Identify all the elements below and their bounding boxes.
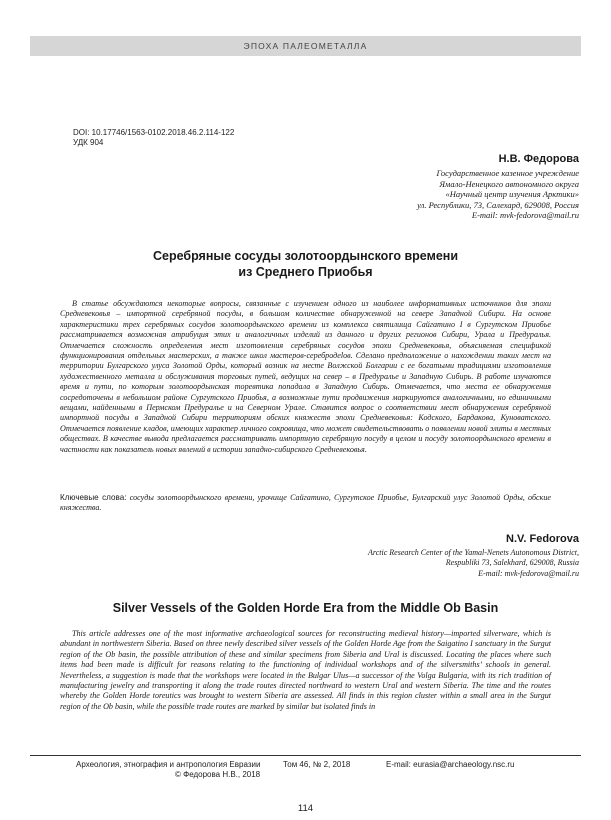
doi-text: DOI: 10.17746/1563-0102.2018.46.2.114-122 [73, 128, 235, 137]
author-block-ru [417, 152, 579, 221]
title-ru-line-2: из Среднего Приобья [238, 265, 373, 279]
author-name-ru: Н.В. Федорова [498, 153, 579, 165]
footer-divider [30, 755, 581, 756]
affiliation-line: Государственное казенное учреждение [436, 168, 579, 178]
abstract-en-text: This article addresses one of the most informative archaeological sources for reconstructing medieval history—imported silverware, which is abundant in northwestern Siberia. Based on three newly described silver vessels of the Golden Horde Age from the Saigatino I sanctuary in the Surgut region of the Ob basin, the possible attribution of these and similar specimens from Siberia and Ural is discussed. Locating the places where such items had been made is difficult for reasons relating to the functioning of individual workshops and of the silversmiths’ schools in general. Nevertheless, a suggestion is made that the workshops were located in the Bulgar Ulus—a successor of the Volga Bulgaria, with its rich tradition of manufacturing jewelry and transporting it along the trade routes directed northward to western Ural and western Siberia. The time and the routes whereby the Golden Horde toreutics was brought to western Siberia are assessed. All finds in this region cluster within a small area in the Surgut region of the Ob basin, while the possible trade routes are marked by similar but isolated finds in [60, 629, 551, 711]
abstract-ru-text: В статье обсуждаются некоторые вопросы, связанные с изучением одного из наиболее информативных источников для эпохи Средневековья – импортной серебряной посуды, в большом количестве обнаруженной на севере Западной Сибири. На основе характеристики трех серебряных сосудов золотоордынского времени из комплекса святилища Сайгатино I в Сургутском Приобье рассматривается возможная атрибуция этих и аналогичных изделий из данного и других регионов Сибири, Урала и Предуралья. Отмечается сложность определения мест изготовления серебряных сосудов эпохи Средневековья, объясняемая спецификой функционирования отдельных мастерских, а также школ мастеров-серебродelов. Сделано предположение о нахождении таких мест на территории Булгарского улуса Золотой Орды, который возник на месте Волжской Болгарии с ее богатыми традициями изготовления художественного металла и обслуживания торговых путей, ведущих на север – в Предуралье и Западную Сибирь. В работе изучаются время и пути, по которым золотоордынская торевтика попадала в Западную Сибирь. Отмечается, что места ее обнаружения сосредоточены в небольшом районе Сургутского Приобья, а возможные пути продвижения маркируются аналогичными, но единичными вещами, найденными в Пермском Предуралье и на Северном Урале. Ставится вопрос о соответствии мест обнаружения серебряной импортной посуды в Западной Сибири территориям обских княжеств эпохи Средневековья: Кодского, Бардакова, Куноватского. Отмечается появление кладов, имеющих характер личного сокровища, что может свидетельствовать о появлении новой элиты в местных обществах. В качестве вывода предлагается рассматривать импортную серебряную посуду в целом и посуду золотоордынского времени в частности как показатель новых явлений в истории западно-сибирского Средневековья. [60, 299, 551, 454]
page-footer [76, 760, 514, 780]
article-title-en: Silver Vessels of the Golden Horde Era from the Middle Ob Basin [112, 601, 499, 615]
copyright: © Федорова Н.В., 2018 [175, 770, 261, 779]
keywords-text: сосуды золотоордынского времени, урочище Сайгатино, Сургутское Приобье, Булгарский улус Золотой Орды, обские княжества. [60, 493, 551, 513]
affiliation-line: «Научный центр изучения Арктики» [445, 189, 579, 199]
affiliation-line: Ямало-Ненецкого автономного округа [439, 178, 579, 189]
author-name-en: N.V. Fedorova [506, 533, 579, 545]
keywords-ru [60, 493, 551, 514]
section-title: ЭПОХА ПАЛЕОМЕТАЛЛА [243, 41, 368, 51]
keywords-label: Ключевые слова: [60, 493, 127, 502]
author-email-ru: E-mail: mvk-fedorova@mail.ru [471, 210, 579, 220]
journal-name: Археология, этнография и антропология Евразии [76, 760, 261, 769]
udk-text: УДК 904 [73, 138, 104, 147]
journal-volume: Том 46, № 2, 2018 [283, 760, 351, 769]
abstract-en [60, 629, 551, 712]
journal-email: E-mail: eurasia@archaeology.nsc.ru [386, 760, 515, 769]
article-meta [73, 128, 234, 148]
abstract-ru [60, 299, 551, 455]
author-block-en [368, 532, 579, 579]
title-ru-line-1: Серебряные сосуды золотоордынского времени [152, 249, 459, 263]
page-number: 114 [297, 803, 314, 814]
section-header-band [30, 36, 581, 56]
author-email-en: E-mail: mvk-fedorova@mail.ru [478, 568, 579, 578]
affiliation-line-en: Arctic Research Center of the Yamal-Nenets Autonomous District, [368, 548, 579, 557]
affiliation-line: ул. Республики, 73, Салехард, 629008, Россия [417, 199, 579, 210]
affiliation-line-en: Respubliki 73, Salekhard, 629008, Russia [445, 558, 579, 568]
article-title-ru [40, 248, 571, 280]
